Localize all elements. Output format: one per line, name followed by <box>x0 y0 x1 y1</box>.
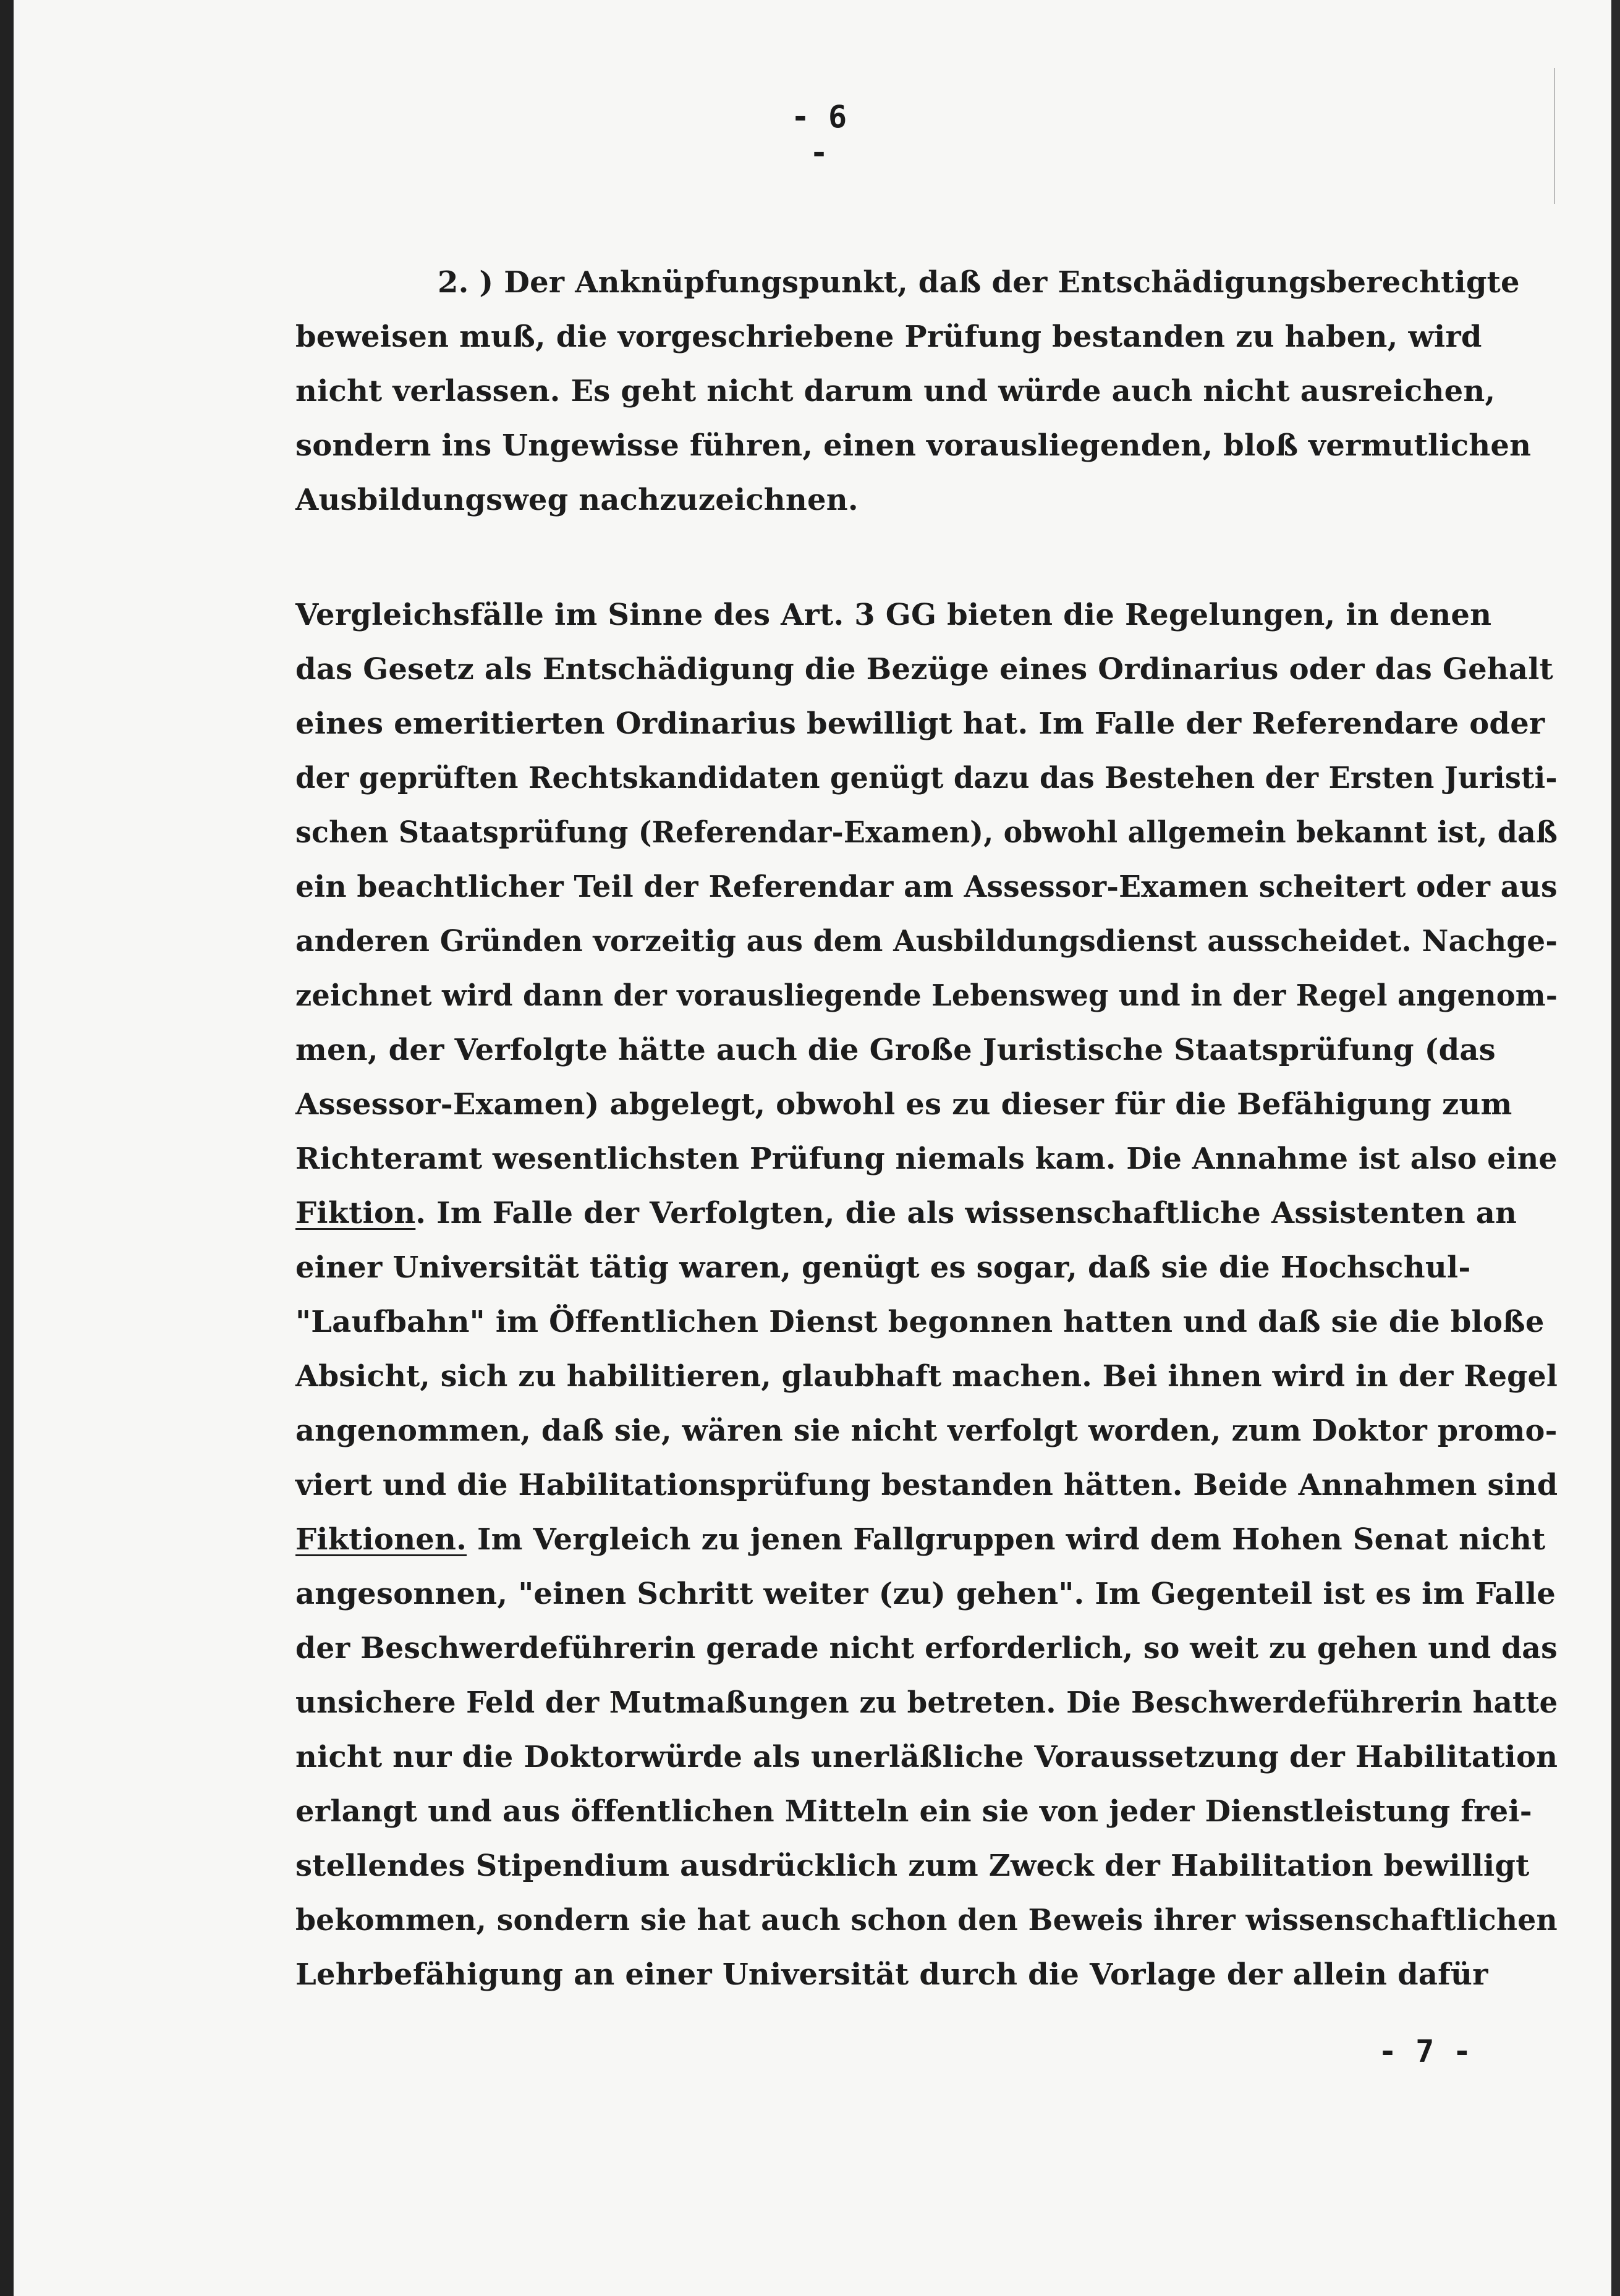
underlined-term: Fiktion <box>295 1196 416 1231</box>
paragraph-1-line: sondern ins Ungewisse führen, einen vorausliegenden, bloß vermutlichen <box>295 428 1532 463</box>
paragraph-2-line: einer Universität tätig waren, genügt es sogar, daß sie die Hochschul- <box>295 1250 1471 1285</box>
paragraph-2-line: Richteramt wesentlichsten Prüfung niemals kam. Die Annahme ist also eine <box>295 1142 1558 1176</box>
paragraph-2-line: viert und die Habilitationsprüfung bestanden hätten. Beide Annahmen sind <box>295 1468 1558 1502</box>
paragraph-2-line: eines emeritierten Ordinarius bewilligt hat. Im Falle der Referendare oder <box>295 706 1545 741</box>
scan-border-right <box>1611 0 1620 2296</box>
paragraph-2-line: angenommen, daß sie, wären sie nicht verfolgt worden, zum Doktor promo- <box>295 1413 1558 1448</box>
paragraph-2-line: der Beschwerdeführerin gerade nicht erforderlich, so weit zu gehen und das <box>295 1631 1558 1666</box>
paragraph-2-line: erlangt und aus öffentlichen Mitteln ein sie von jeder Dienstleistung frei- <box>295 1794 1532 1829</box>
paragraph-2-line: Absicht, sich zu habilitieren, glaubhaft machen. Bei ihnen wird in der Regel <box>295 1359 1558 1394</box>
paragraph-2-line: unsichere Feld der Mutmaßungen zu betreten. Die Beschwerdeführerin hatte <box>295 1685 1558 1720</box>
paragraph-2-line-fiktionen <box>295 1521 1546 1558</box>
line-remainder: . Im Falle der Verfolgten, die als wissenschaftliche Assistenten an <box>415 1196 1517 1231</box>
line-remainder: Im Vergleich zu jenen Fallgruppen wird dem Hohen Senat nicht <box>467 1522 1546 1557</box>
paragraph-2-line: anderen Gründen vorzeitig aus dem Ausbildungsdienst ausscheidet. Nachge- <box>295 924 1558 959</box>
page-number-footer: - 7 - <box>1378 2033 1472 2069</box>
paragraph-1-line: 2. ) Der Anknüpfungspunkt, daß der Entschädigungsberechtigte <box>438 265 1520 300</box>
paragraph-2-line: Vergleichsfälle im Sinne des Art. 3 GG bieten die Regelungen, in denen <box>295 598 1492 632</box>
paragraph-1-line: beweisen muß, die vorgeschriebene Prüfung bestanden zu haben, wird <box>295 320 1482 354</box>
paragraph-2-line: angesonnen, "einen Schritt weiter (zu) gehen". Im Gegenteil ist es im Falle <box>295 1577 1556 1611</box>
paragraph-2-line: men, der Verfolgte hätte auch die Große Juristische Staatsprüfung (das <box>295 1033 1496 1067</box>
paragraph-2-line: stellendes Stipendium ausdrücklich zum Zweck der Habilitation bewilligt <box>295 1849 1530 1883</box>
paragraph-2-line-fiktion <box>295 1195 1517 1232</box>
paragraph-2-line: zeichnet wird dann der vorausliegende Lebensweg und in der Regel angenom- <box>295 978 1558 1013</box>
paragraph-1-line: Ausbildungsweg nachzuzeichnen. <box>295 483 859 517</box>
paragraph-2-line: ein beachtlicher Teil der Referendar am Assessor-Examen scheitert oder aus <box>295 870 1558 904</box>
paragraph-2-line: der geprüften Rechtskandidaten genügt dazu das Bestehen der Ersten Juristi- <box>295 761 1558 795</box>
paragraph-2-line: Assessor-Examen) abgelegt, obwohl es zu dieser für die Befähigung zum <box>295 1087 1512 1122</box>
paragraph-2-line: "Laufbahn" im Öffentlichen Dienst begonnen hatten und daß sie die bloße <box>295 1305 1545 1339</box>
paragraph-2-line: Lehrbefähigung an einer Universität durch die Vorlage der allein dafür <box>295 1957 1488 1992</box>
paragraph-2-line: schen Staatsprüfung (Referendar-Examen), obwohl allgemein bekannt ist, daß <box>295 815 1558 850</box>
paragraph-2-line: das Gesetz als Entschädigung die Bezüge eines Ordinarius oder das Gehalt <box>295 652 1554 687</box>
underlined-term: Fiktionen. <box>295 1522 467 1557</box>
paragraph-2-line: nicht nur die Doktorwürde als unerläßliche Voraussetzung der Habilitation <box>295 1740 1558 1774</box>
scan-border-left <box>0 0 14 2296</box>
margin-mark <box>1554 68 1555 204</box>
page-number-header: - 6 - <box>791 99 847 171</box>
paragraph-2-line: bekommen, sondern sie hat auch schon den Beweis ihrer wissenschaftlichen <box>295 1903 1558 1938</box>
paragraph-1-line: nicht verlassen. Es geht nicht darum und würde auch nicht ausreichen, <box>295 374 1496 409</box>
